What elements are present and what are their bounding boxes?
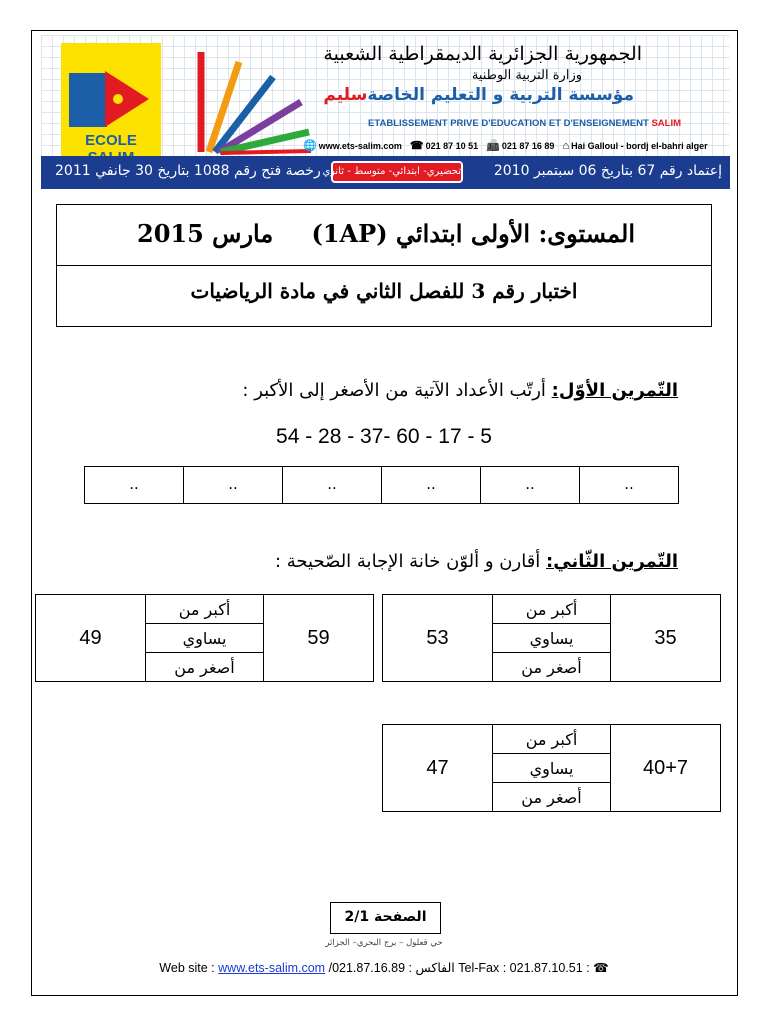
contact-phone: 021 87 10 51 xyxy=(425,140,479,151)
exercise1-label: التّمرين الأوّل: xyxy=(551,380,678,401)
answer-cell[interactable]: .. xyxy=(282,467,381,503)
exercise2-instruction: أقارن و ألوّن خانة الإجابة الصّحيحة : xyxy=(274,551,547,572)
license-band xyxy=(41,156,730,189)
school-name-ar: مؤسسة التربية و التعليم الخاصةسليم xyxy=(323,85,634,105)
option-equal[interactable]: يساوي xyxy=(493,624,611,653)
levels-badge: تحضيري- ابتدائي- متوسط - ثانوي xyxy=(331,161,463,183)
exercise2-label: التّمرين الثّاني: xyxy=(546,551,678,572)
option-less[interactable]: أصغر من xyxy=(493,783,611,812)
option-greater[interactable]: أكبر من xyxy=(493,595,611,624)
answer-cell[interactable]: .. xyxy=(579,467,678,503)
telephone-icon: ☎ xyxy=(593,961,609,975)
footer-fax: /021.87.16.89 : الفاكس xyxy=(328,961,455,975)
phone-icon: ☎ xyxy=(409,140,424,152)
footer-address: حي قعلول – برج البحري– الجزائر xyxy=(325,938,443,948)
globe-icon: 🌐 xyxy=(303,140,317,152)
website-link[interactable]: www.ets-salim.com xyxy=(218,961,326,975)
option-greater[interactable]: أكبر من xyxy=(493,725,611,754)
answer-cell[interactable]: .. xyxy=(183,467,282,503)
exam-level: المستوى: الأولى ابتدائي (1AP) xyxy=(311,219,635,248)
exam-date: مارس 2015 xyxy=(137,219,274,248)
comparison-right-value: 40+7 xyxy=(611,725,721,812)
answer-cell[interactable]: .. xyxy=(381,467,480,503)
exam-subtitle: اختبار رقم 3 للفصل الثاني في مادة الرياضيات xyxy=(190,279,578,303)
school-name-fr: ETABLISSEMENT PRIVE D'EDUCATION ET D'ENSEIGNEMENT SALIM xyxy=(368,118,681,129)
web-label: Web site : xyxy=(159,961,215,975)
contact-address: Hai Galloul - bordj el-bahri alger xyxy=(571,140,708,151)
ministry-title: وزارة التربية الوطنية xyxy=(471,68,582,83)
house-icon: ⌂ xyxy=(562,139,570,152)
exam-title-box xyxy=(56,204,712,327)
exercise1-instruction: أرتّب الأعداد الآتية من الأصغر إلى الأكبر : xyxy=(242,380,552,401)
contact-fax: 021 87 16 89 xyxy=(501,140,555,151)
footer-telfax: Tel-Fax : 021.87.10.51 : xyxy=(458,961,590,975)
answer-cell[interactable]: .. xyxy=(480,467,579,503)
option-equal[interactable]: يساوي xyxy=(493,754,611,783)
option-less[interactable]: أصغر من xyxy=(493,653,611,682)
option-greater[interactable]: أكبر من xyxy=(146,595,264,624)
accreditation-text: إعتماد رقم 67 بتاريخ 06 سبتمبر 2010 xyxy=(493,163,722,179)
contact-website: www.ets-salim.com xyxy=(318,140,402,151)
option-equal[interactable]: يساوي xyxy=(146,624,264,653)
exercise1-heading xyxy=(242,380,678,401)
exercise2-heading xyxy=(275,551,678,572)
option-less[interactable]: أصغر من xyxy=(146,653,264,682)
exercise1-answer-row xyxy=(84,466,679,504)
comparison-left-value: 47 xyxy=(383,725,493,812)
comparison-table-3 xyxy=(382,724,721,812)
comparison-right-value: 59 xyxy=(264,595,374,682)
fax-icon: 📠 xyxy=(486,140,500,152)
comparison-left-value: 49 xyxy=(36,595,146,682)
logo-text: ECOLE xyxy=(85,132,137,149)
page-number: الصفحة 2/1 xyxy=(330,902,441,934)
comparison-right-value: 35 xyxy=(611,595,721,682)
pencils-icon xyxy=(191,47,321,157)
license-text: رخصة فتح رقم 1088 بتاريخ 30 جانفي 2011 xyxy=(55,163,321,179)
republic-title: الجمهورية الجزائرية الديمقراطية الشعبية xyxy=(323,43,642,65)
answer-cell[interactable]: .. xyxy=(129,475,139,493)
comparison-left-value: 53 xyxy=(383,595,493,682)
exercise1-numbers: 54 - 28 - 37- 60 - 17 - 5 xyxy=(276,425,492,448)
footer-contact xyxy=(0,960,768,975)
contact-row xyxy=(303,139,708,152)
comparison-table-1 xyxy=(35,594,374,682)
comparison-table-2 xyxy=(382,594,721,682)
